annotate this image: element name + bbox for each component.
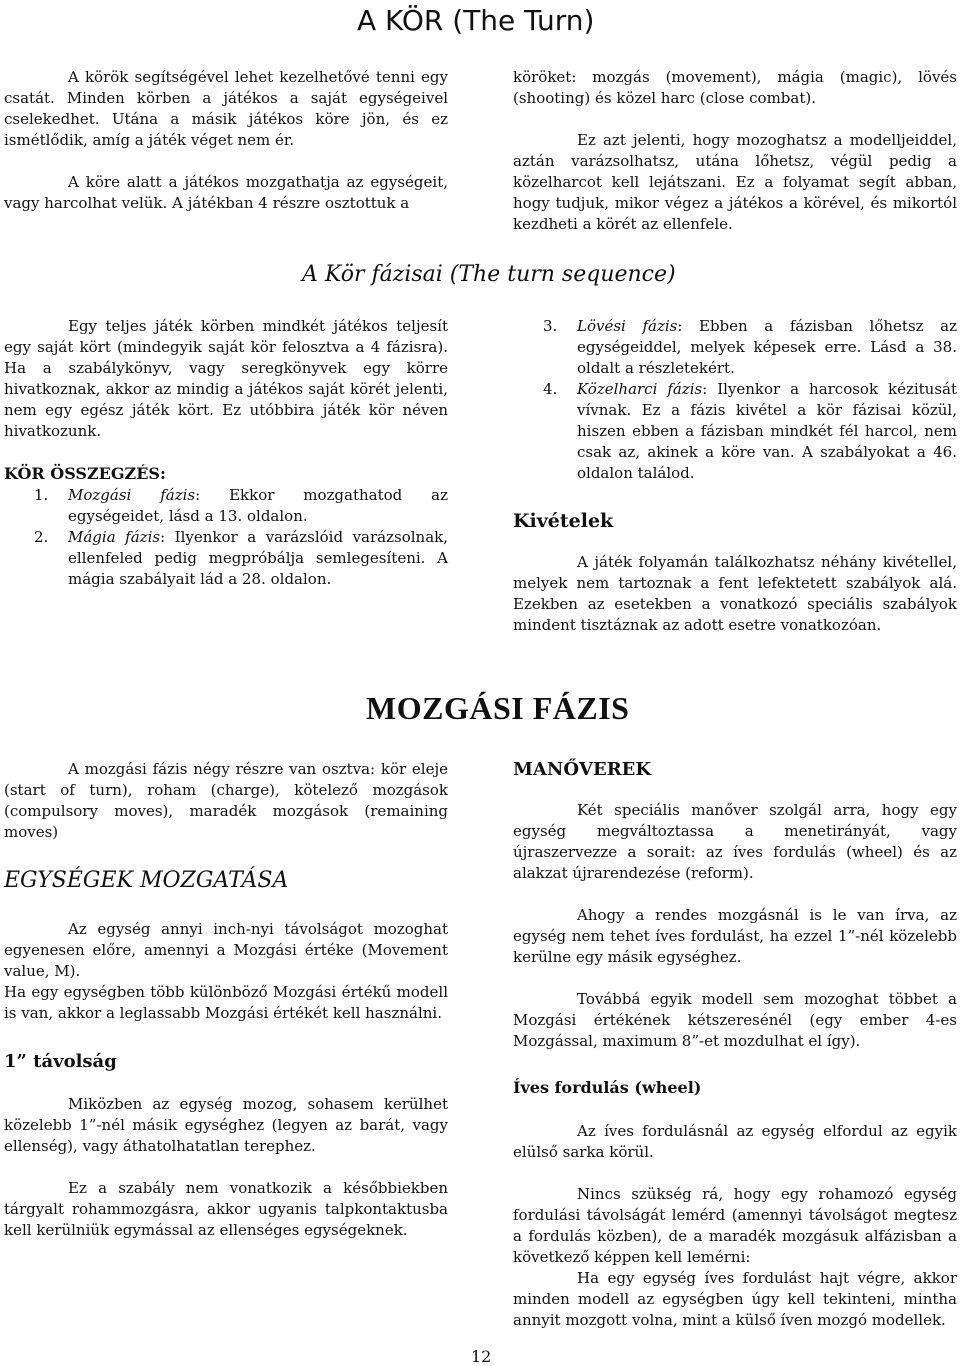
phase-item-2: 2. Mágia fázis: Ilyenkor a varázslóid varázsolnak, ellenfeled pedig megpróbálja semlegesíteni. A mágia szabályait lád a 28. oldalon. — [34, 528, 449, 588]
page-title: A KÖR (The Turn) — [357, 4, 595, 37]
maneuvers-paragraph-3: Továbbá egyik modell sem mozoghat többet a Mozgási értékének kétszeresénél (egy ember 4-es Mozgással, maximum 8”-et mozdulhat el így). — [513, 990, 957, 1050]
phase-item-4: 4. Közelharci fázis: Ilyenkor a harcosok kézitusát vívnak. Ez a fázis kivétel a kör fázisai közül, hiszen ebben a fázisban mindkét fél harcol, nem csak az, akinek a köre van. A szabályokat a 46. oldalon találod. — [543, 380, 958, 482]
exceptions-paragraph: A játék folyamán találkozhatsz néhány kivétellel, melyek nem tartoznak a fent lefektetett szabályok alá. Ezekben az esetekben a vonatkozó speciális szabályok mindent tisztáznak az adott esetre vonatkozóan. — [513, 553, 957, 634]
phase-name: Mozgási fázis — [68, 486, 196, 504]
phase-list-right — [513, 316, 957, 484]
movement-intro: A mozgási fázis négy részre van osztva: kör eleje (start of turn), roham (charge), kötelező mozgások (compulsory moves), maradék mozgások (remaining moves) — [4, 760, 448, 841]
movement-phase-heading: MOZGÁSI FÁZIS — [366, 690, 630, 726]
turn-sequence-heading: A Kör fázisai (The turn sequence) — [302, 262, 676, 287]
units-paragraph-1: Az egység annyi inch-nyi távolságot mozoghat egyenesen előre, amennyi a Mozgási értéke (Movement value, M). — [4, 920, 448, 980]
distance-paragraph-2: Ez a szabály nem vonatkozik a későbbiekben tárgyalt rohammozgásra, akkor ugyanis talpkontaktusba kell kerülniük egymással az ellenséges egységeknek. — [4, 1179, 448, 1239]
phase-list-left — [4, 485, 448, 590]
phase-item-3: 3. Lövési fázis: Ebben a fázisban lőhetsz az egységeiddel, melyek képesek erre. Lásd a 38. oldalt a részletekért. — [543, 317, 958, 377]
maneuvers-paragraph-2: Ahogy a rendes mozgásnál is le van írva, az egység nem tehet íves fordulást, ha ezzel 1”-nél közelebb kerülne egy másik egységhez. — [513, 906, 957, 966]
movement-right-column — [513, 759, 957, 1331]
wheel-heading: Íves fordulás (wheel) — [513, 1078, 702, 1097]
movement-left-column — [4, 759, 448, 1241]
units-movement-heading: EGYSÉGEK MOZGATÁSA — [4, 868, 289, 893]
turn-sequence-left-column — [4, 316, 448, 590]
maneuvers-paragraph-1: Két speciális manőver szolgál arra, hogy egy egység megváltoztassa a menetirányát, vagy újraszervezze a sorait: az íves fordulás (wheel) és az alakzat újrarendezése (reform). — [513, 801, 957, 882]
exceptions-heading: Kivételek — [513, 510, 614, 532]
turn-sequence-right-column — [513, 316, 957, 636]
wheel-paragraph-3: Ha egy egység íves fordulást hajt végre, akkor minden modell az egységben úgy kell tekinteni, mintha annyit mozgott volna, mint a külső íven mozgó modellek. — [513, 1269, 957, 1329]
phase-name: Mágia fázis — [68, 528, 161, 546]
wheel-paragraph-2: Nincs szükség rá, hogy egy rohamozó egység fordulási távolságát lemérd (amennyi távolságot megtesz a fordulás közben), de a maradék mozgásuk alfázisban a következő képpen kell lemérni: — [513, 1185, 957, 1266]
turn-sequence-paragraph: Egy teljes játék körben mindkét játékos teljesít egy saját kört (mindegyik saját kör felosztva a 4 fázisra). Ha a szabálykönyv, vagy seregkönyvek egy körre hivatkoznak, akkor az mindig a játékos saját körét jelenti, nem egy egész játék kört. Ez utóbbira játék kör néven hivatkozunk. — [4, 317, 448, 440]
intro-paragraph-3: köröket: mozgás (movement), mágia (magic), lövés (shooting) és közel harc (close combat). — [513, 68, 957, 107]
intro-paragraph-2: A köre alatt a játékos mozgathatja az egységeit, vagy harcolhat velük. A játékban 4 részre osztottuk a — [4, 173, 448, 212]
intro-paragraph-1: A körök segítségével lehet kezelhetővé tenni egy csatát. Minden körben a játékos a saját egységeivel cselekedhet. Utána a másik játékos köre jön, és ez ismétlődik, amíg a játék véget nem ér. — [4, 68, 448, 149]
intro-left-column — [4, 67, 448, 214]
phase-name: Közelharci fázis — [577, 380, 703, 398]
distance-paragraph-1: Miközben az egység mozog, sohasem kerülhet közelebb 1”-nél másik egységhez (legyen az barát, vagy ellenség), vagy áthatolhatatlan terephez. — [4, 1095, 448, 1155]
summary-heading: KÖR ÖSSZEGZÉS: — [4, 464, 166, 483]
wheel-paragraph-1: Az íves fordulásnál az egység elfordul az egyik elülső sarka körül. — [513, 1122, 957, 1161]
phase-name: Lövési fázis — [577, 317, 678, 335]
intro-right-column — [513, 67, 957, 235]
units-paragraph-2: Ha egy egységben több különböző Mozgási értékű modell is van, akkor a leglassabb Mozgási értékét kell használni. — [4, 983, 448, 1022]
phase-item-1: 1. Mozgási fázis: Ekkor mozgathatod az egységeidet, lásd a 13. oldalon. — [34, 486, 449, 525]
distance-heading: 1” távolság — [4, 1051, 117, 1072]
page-number: 12 — [471, 1347, 492, 1366]
maneuvers-heading: MANŐVEREK — [513, 759, 652, 780]
intro-paragraph-4: Ez azt jelenti, hogy mozoghatsz a modelljeiddel, aztán varázsolhatsz, utána lőhetsz, végül pedig a közelharcot kell lejátszani. Ez a folyamat segít abban, hogy tudjuk, mikor végez a játékos a körével, és mikortól kezdheti a körét az ellenfele. — [513, 131, 957, 233]
